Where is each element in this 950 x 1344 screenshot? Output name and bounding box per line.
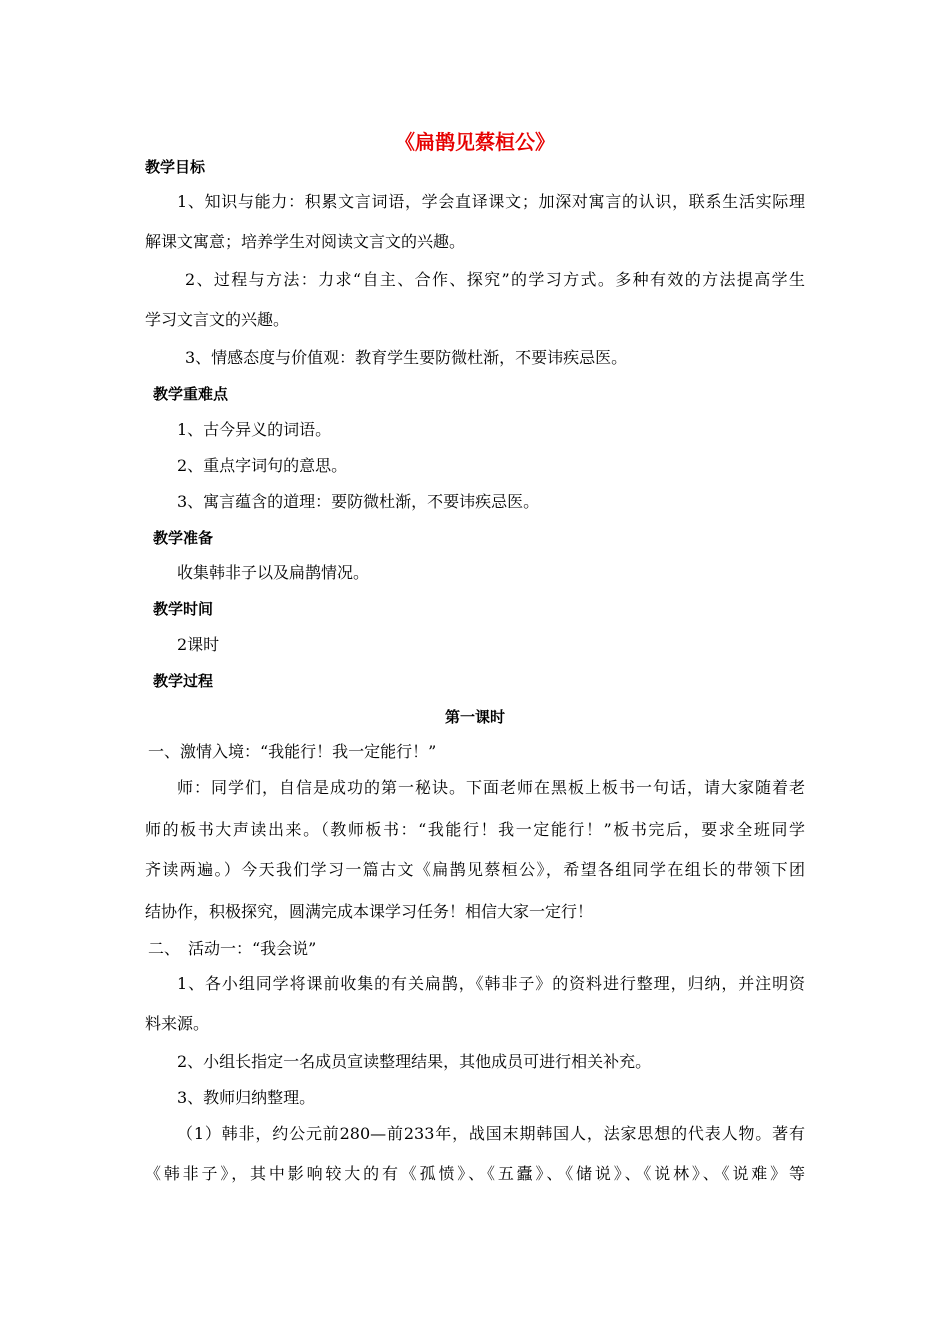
step-1-title: 一、激情入境：“我能行！我一定能行！” [148, 742, 437, 761]
goal-2-line-2: 学习文言文的兴趣。 [145, 310, 290, 329]
step-1-paragraph-line-4: 结协作，积极探究，圆满完成本课学习任务！相信大家一定行！ [145, 902, 594, 921]
heading-teaching-goals: 教学目标 [145, 158, 206, 176]
step-1-paragraph-line-2: 师的板书大声读出来。（教师板书：“我能行！我一定能行！”板书完后，要求全班同学 [145, 820, 805, 839]
preparation-text: 收集韩非子以及扁鹊情况。 [177, 563, 370, 582]
step-2-item-1-line-2: 料来源。 [145, 1014, 210, 1033]
step-1-paragraph-line-1: 师：同学们，自信是成功的第一秘诀。下面老师在黑板上板书一句话，请大家随着老 [177, 778, 805, 797]
step-2-title: 二、 活动一：“我会说” [148, 939, 317, 958]
document-title: 《扁鹊见蔡桓公》 [395, 130, 555, 154]
note-1-line-1: （1）韩非，约公元前280—前233年，战国末期韩国人，法家思想的代表人物。著有 [177, 1124, 805, 1143]
heading-key-points: 教学重难点 [153, 385, 229, 403]
heading-preparation: 教学准备 [153, 529, 214, 547]
key-point-1: 1、古今异义的词语。 [177, 420, 332, 439]
goal-1-line-2: 解课文寓意；培养学生对阅读文言文的兴趣。 [145, 232, 466, 251]
goal-1-line-1: 1、知识与能力：积累文言词语，学会直译课文；加深对寓言的认识，联系生活实际理 [177, 192, 805, 211]
step-2-item-3: 3、教师归纳整理。 [177, 1088, 316, 1107]
lesson-1-heading: 第一课时 [444, 708, 505, 726]
goal-3: 3、情感态度与价值观：教育学生要防微杜渐，不要讳疾忌医。 [185, 348, 628, 367]
heading-teaching-process: 教学过程 [153, 672, 214, 690]
teaching-time-text: 2课时 [177, 635, 220, 654]
step-2-item-1-line-1: 1、各小组同学将课前收集的有关扁鹊，《韩非子》的资料进行整理，归纳，并注明资 [177, 974, 805, 993]
heading-teaching-time: 教学时间 [153, 600, 214, 618]
step-1-paragraph-line-3: 齐读两遍。）今天我们学习一篇古文《扁鹊见蔡桓公》，希望各组同学在组长的带领下团 [145, 860, 805, 879]
step-2-item-2: 2、小组长指定一名成员宣读整理结果，其他成员可进行相关补充。 [177, 1052, 652, 1071]
key-point-3: 3、寓言蕴含的道理：要防微杜渐，不要讳疾忌医。 [177, 492, 540, 511]
note-1-line-2: 《韩非子》，其中影响较大的有《孤愤》、《五蠹》、《储说》、《说林》、《说难》等 [145, 1164, 805, 1183]
goal-2-line-1: 2、过程与方法：力求“自主、合作、探究”的学习方式。多种有效的方法提高学生 [185, 270, 805, 289]
key-point-2: 2、重点字词句的意思。 [177, 456, 348, 475]
